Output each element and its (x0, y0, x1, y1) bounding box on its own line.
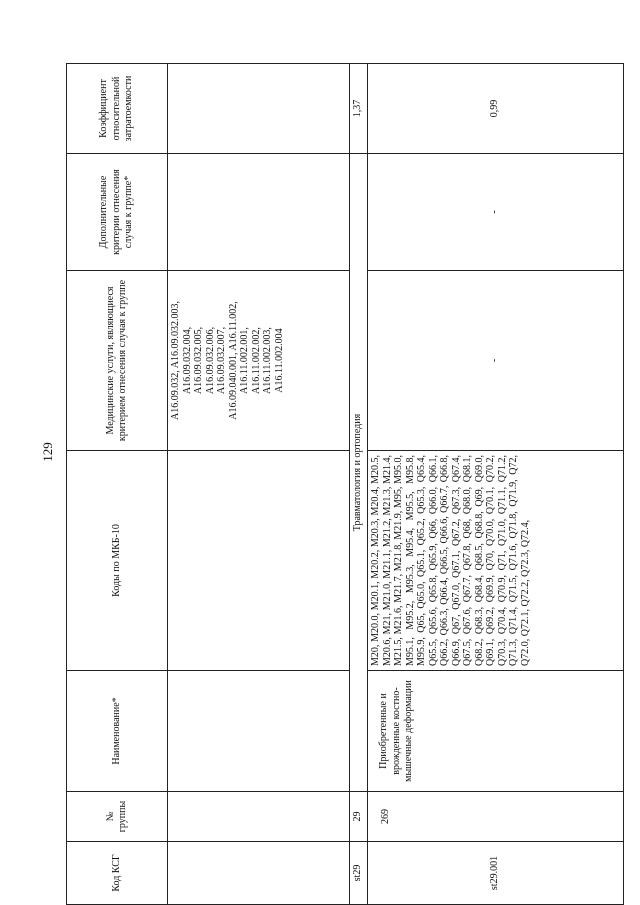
header-group-no: № группы (67, 792, 168, 842)
header-icd-codes: Коды по МКБ-10 (67, 451, 168, 671)
cell-item-icd-codes: M20, M20.0, M20.1, M20.2, M20.3, M20.4, M20.5, M20.6, M21, M21.0, M21.1, M21.2, M21.3, M21.4, M21.5, M21.6, M21.7, M21.8, M21.9, M95, M95.0, M95.1, M95.2, M95.3, M95.4, M95.5, M95.8, M95.9, Q65, Q65.0, Q65.1, Q65.2, Q65.3, Q65.4, Q65.5, Q65.6, Q65.8, Q65.9, Q66, Q66.0, Q66.1, Q66.2, Q66.3, Q66.4, Q66.5, Q66.6, Q66.7, Q66.8, Q66.9, Q67, Q67.0, Q67.1, Q67.2, Q67.3, Q67.4, Q67.5, Q67.6, Q67.7, Q67.8, Q68, Q68.0, Q68.1, Q68.2, Q68.3, Q68.4, Q68.5, Q68.8, Q69, Q69.0, Q69.1, Q69.2, Q69.9, Q70, Q70.0, Q70.1, Q70.2, Q70.3, Q70.4, Q70.9, Q71, Q71.0, Q71.1, Q71.2, Q71.3, Q71.4, Q71.5, Q71.6, Q71.8, Q71.9, Q72, Q72.0, Q72.1, Q72.2, Q72.3, Q72.4, (368, 451, 624, 671)
header-name: Наименование* (67, 671, 168, 792)
cell-section-title: Травматология и ортопедия (350, 154, 368, 792)
cell-empty (168, 671, 350, 792)
table-row-section (350, 64, 368, 905)
cell-empty (168, 154, 350, 271)
ksg-table (66, 63, 624, 905)
cell-item-name: Приобретенные и врожденные костно-мышечные деформации (368, 671, 624, 792)
table-row-continued (168, 64, 350, 905)
cell-section-group: 29 (350, 792, 368, 842)
cell-item-coefficient: 0,99 (368, 64, 624, 154)
page-number: 129 (40, 442, 55, 462)
cell-item-services: - (368, 271, 624, 451)
cell-empty (168, 451, 350, 671)
header-coefficient: Коэффициент относительной затратоемкости (67, 64, 168, 154)
header-services: Медицинские услуги, являющиеся критерием отнесения случая к группе (67, 271, 168, 451)
cell-empty (168, 792, 350, 842)
cell-services-continued: A16.09.032, A16.09.032.003, A16.09.032.004, A16.09.032.005, A16.09.032.006, A16.09.032.007, A16.09.040.001, A16.11.002, A16.11.002.001, A16.11.002.002, A16.11.002.003, A16.11.002.004 (168, 271, 350, 451)
header-code-ksg: Код КСГ (67, 842, 168, 905)
header-extra-criteria: Дополнительные критерии отнесения случая к группе* (67, 154, 168, 271)
cell-empty (168, 64, 350, 154)
cell-empty (168, 842, 350, 905)
cell-item-group: 269 (368, 792, 624, 842)
cell-section-coefficient: 1,37 (350, 64, 368, 154)
tariff-table-sheet (66, 64, 620, 905)
cell-item-extra-criteria: - (368, 154, 624, 271)
cell-item-code: st29.001 (368, 842, 624, 905)
table-row-item (368, 64, 624, 905)
cell-section-code: st29 (350, 842, 368, 905)
table-header-row (67, 64, 168, 905)
